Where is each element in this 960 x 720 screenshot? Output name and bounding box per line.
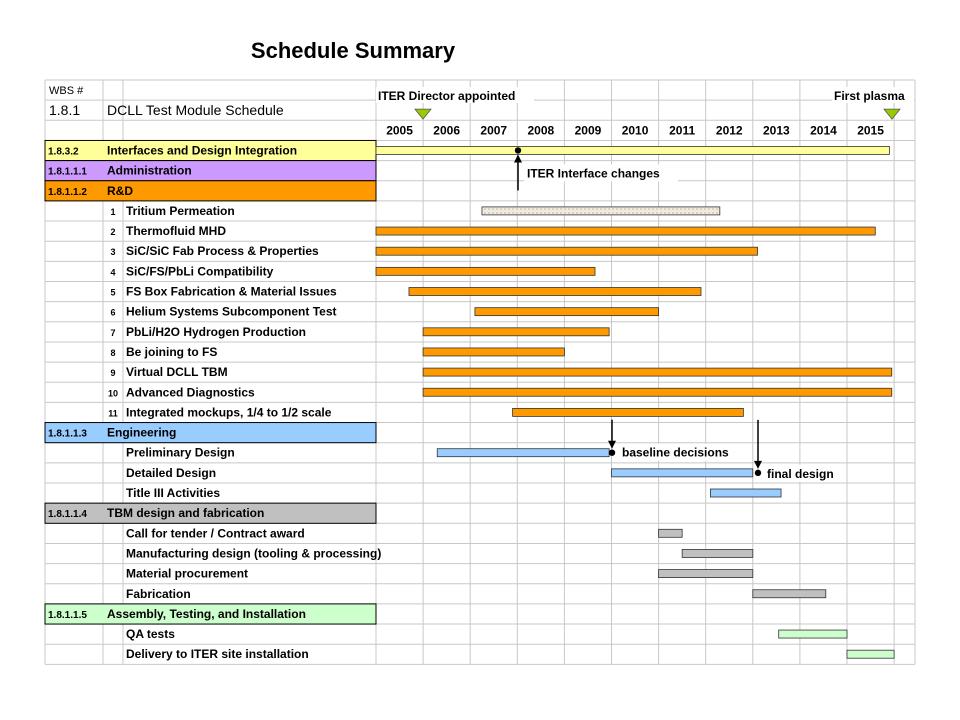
section-wbs: 1.8.1.1.1 [48, 166, 87, 178]
page-title: Schedule Summary [250, 38, 456, 63]
section-label: R&D [107, 183, 133, 198]
section-label: Engineering [107, 425, 177, 440]
gantt-bar [682, 549, 753, 557]
section-row-bg [45, 423, 376, 443]
task-label: SiC/FS/PbLi Compatibility [126, 264, 274, 279]
section-row-bg [45, 161, 376, 181]
task-label: Delivery to ITER site installation [126, 647, 309, 662]
section-label: Interfaces and Design Integration [107, 143, 298, 158]
task-label: Title III Activities [126, 486, 221, 500]
section-label: Administration [107, 163, 192, 178]
baseline-dot [609, 450, 615, 456]
year-tick-label: 2015 [857, 123, 884, 138]
gantt-bar [710, 489, 781, 497]
gantt-bar [659, 529, 683, 537]
gantt-bar [482, 207, 720, 215]
task-label: Be joining to FS [126, 344, 218, 359]
section-wbs: 1.8.1.1.5 [48, 609, 87, 621]
gantt-bar [376, 267, 595, 275]
year-tick-label: 2007 [480, 123, 508, 138]
year-tick-label: 2008 [527, 123, 555, 138]
interface-dot [515, 147, 521, 153]
milestone-marker [884, 109, 900, 119]
schedule-title: DCLL Test Module Schedule [107, 102, 284, 119]
task-label: Advanced Diagnostics [126, 385, 255, 400]
year-tick-label: 2005 [386, 123, 413, 138]
task-label: Helium Systems Subcomponent Test [126, 304, 337, 319]
task-label: Manufacturing design (tooling & processing) [126, 546, 382, 561]
section-label: TBM design and fabrication [107, 506, 265, 521]
milestone-label: First plasma [834, 89, 905, 103]
task-number: 8 [110, 347, 116, 358]
gantt-bar [437, 449, 609, 457]
task-label: FS Box Fabrication & Material Issues [126, 284, 337, 299]
task-label: Virtual DCLL TBM [126, 365, 228, 380]
year-tick-label: 2013 [762, 123, 790, 138]
gantt-bar [753, 590, 826, 598]
task-number: 5 [110, 287, 116, 298]
year-tick-label: 2014 [810, 123, 837, 138]
task-label: Integrated mockups, 1/4 to 1/2 scale [126, 405, 332, 420]
interface-arrowhead [514, 154, 522, 162]
annotation-baseline: baseline decisions [622, 445, 729, 460]
gantt-bar [779, 630, 847, 638]
section-wbs: 1.8.1.1.4 [48, 509, 87, 521]
task-label: Material procurement [126, 566, 249, 581]
gantt-bar [513, 408, 744, 416]
annotation-final: final design [767, 466, 834, 481]
wbs-number: 1.8.1 [49, 102, 81, 119]
section-wbs: 1.8.1.1.2 [48, 186, 87, 198]
task-number: 10 [107, 388, 119, 399]
gantt-bar [376, 227, 875, 235]
baseline-arrowhead [608, 441, 616, 449]
task-number: 4 [110, 267, 116, 278]
gantt-bar [612, 469, 753, 477]
gantt-bar [423, 388, 892, 396]
task-label: QA tests [126, 627, 175, 642]
final-arrowhead [754, 461, 762, 469]
task-label: PbLi/H2O Hydrogen Production [126, 324, 307, 339]
task-number: 7 [110, 327, 116, 338]
year-tick-label: 2006 [433, 123, 461, 138]
wbs-header-label: WBS # [49, 85, 84, 97]
annotation-iter-interface: ITER Interface changes [527, 166, 660, 181]
gantt-bar [659, 570, 753, 578]
gantt-bar [847, 650, 894, 658]
milestone-marker [415, 109, 431, 119]
task-number: 1 [110, 206, 116, 217]
task-label: Thermofluid MHD [126, 224, 226, 239]
milestone-label: ITER Director appointed [378, 89, 516, 103]
gantt-bar [409, 288, 701, 296]
task-number: 9 [110, 368, 116, 379]
year-tick-label: 2010 [621, 123, 649, 138]
final-dot [755, 470, 761, 476]
task-label: Tritium Permeation [126, 203, 235, 218]
task-number: 6 [110, 307, 116, 318]
year-tick-label: 2009 [574, 123, 602, 138]
task-label: SiC/SiC Fab Process & Properties [126, 244, 319, 259]
task-label: Detailed Design [126, 465, 217, 480]
task-label: Fabrication [126, 586, 191, 601]
task-number: 2 [110, 227, 116, 238]
section-row-bg [45, 181, 376, 201]
section-label: Assembly, Testing, and Installation [107, 606, 306, 621]
task-label: Preliminary Design [126, 445, 235, 460]
year-tick-label: 2012 [715, 123, 743, 138]
section-wbs: 1.8.1.1.3 [48, 428, 87, 440]
task-number: 11 [108, 408, 118, 419]
gantt-bar [423, 328, 609, 336]
year-tick-label: 2011 [669, 123, 696, 138]
task-number: 3 [110, 247, 116, 258]
gantt-bar [376, 247, 758, 255]
task-label: Call for tender / Contract award [126, 526, 305, 541]
gantt-bar [376, 146, 889, 154]
gantt-bar [423, 348, 564, 356]
section-wbs: 1.8.3.2 [48, 146, 79, 158]
gantt-bar [423, 368, 892, 376]
gantt-bar [475, 308, 659, 316]
